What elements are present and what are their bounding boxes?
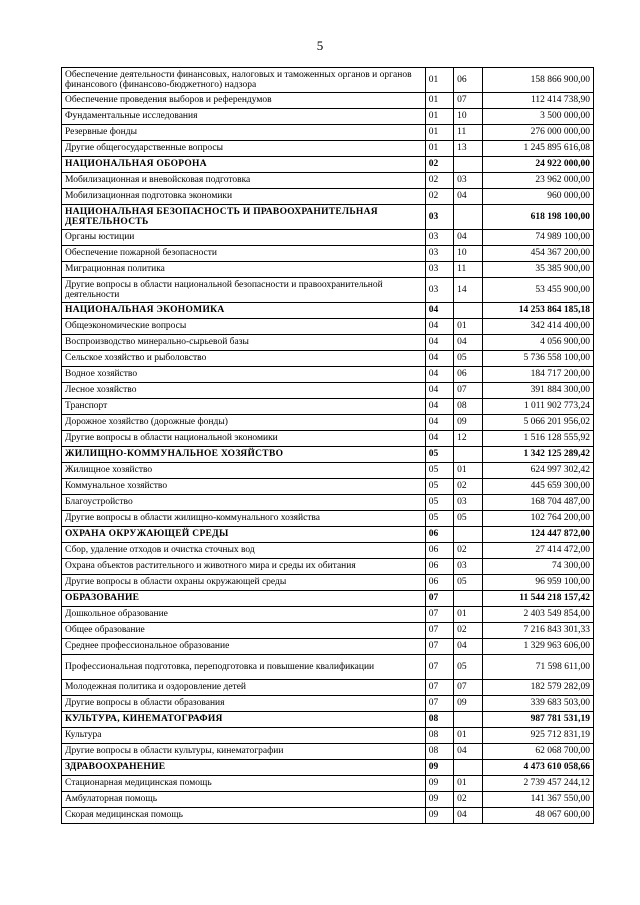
cell-subsection: 05: [454, 575, 482, 591]
cell-subsection: 04: [454, 808, 482, 824]
cell-section: 09: [425, 776, 453, 792]
cell-amount: 168 704 487,00: [482, 495, 594, 511]
section-row: [62, 303, 594, 319]
cell-name: Воспроизводство минерально-сырьевой базы: [62, 335, 426, 351]
cell-name: Сельское хозяйство и рыболовство: [62, 351, 426, 367]
cell-amount: 624 997 302,42: [482, 463, 594, 479]
cell-subsection: 03: [454, 173, 482, 189]
cell-section: 04: [425, 319, 453, 335]
cell-amount: 7 216 843 301,33: [482, 623, 594, 639]
cell-section: 08: [425, 712, 453, 728]
cell-amount: 124 447 872,00: [482, 527, 594, 543]
cell-amount: 102 764 200,00: [482, 511, 594, 527]
cell-subsection: 06: [454, 68, 482, 93]
cell-subsection: 03: [454, 559, 482, 575]
cell-section: 04: [425, 383, 453, 399]
table-row: [62, 575, 594, 591]
cell-name: Другие вопросы в области жилищно-коммунального хозяйства: [62, 511, 426, 527]
table-row: [62, 367, 594, 383]
table-row: [62, 319, 594, 335]
cell-amount: 339 683 503,00: [482, 696, 594, 712]
cell-name: Охрана объектов растительного и животного мира и среды их обитания: [62, 559, 426, 575]
cell-name: Транспорт: [62, 399, 426, 415]
cell-section: 06: [425, 543, 453, 559]
table-row: [62, 543, 594, 559]
cell-subsection: [454, 205, 482, 230]
cell-section: 03: [425, 246, 453, 262]
cell-name: Общее образование: [62, 623, 426, 639]
cell-name: Благоустройство: [62, 495, 426, 511]
cell-subsection: 07: [454, 680, 482, 696]
cell-section: 04: [425, 415, 453, 431]
cell-section: 04: [425, 399, 453, 415]
cell-subsection: 11: [454, 262, 482, 278]
cell-subsection: 02: [454, 543, 482, 559]
cell-name: Среднее профессиональное образование: [62, 639, 426, 655]
table-row: [62, 607, 594, 623]
cell-name: Профессиональная подготовка, переподготовка и повышение квалификации: [62, 655, 426, 680]
table-row: [62, 93, 594, 109]
cell-section: 05: [425, 479, 453, 495]
cell-section: 04: [425, 431, 453, 447]
budget-table-body: [62, 68, 594, 824]
cell-amount: 11 544 218 157,42: [482, 591, 594, 607]
cell-name: Жилищное хозяйство: [62, 463, 426, 479]
cell-subsection: 10: [454, 246, 482, 262]
table-row: [62, 262, 594, 278]
cell-section: 03: [425, 230, 453, 246]
table-row: [62, 189, 594, 205]
cell-name: Другие вопросы в области образования: [62, 696, 426, 712]
cell-subsection: [454, 712, 482, 728]
cell-subsection: 04: [454, 744, 482, 760]
table-row: [62, 415, 594, 431]
cell-subsection: 02: [454, 623, 482, 639]
cell-subsection: 04: [454, 639, 482, 655]
cell-subsection: 01: [454, 607, 482, 623]
cell-amount: 62 068 700,00: [482, 744, 594, 760]
section-row: [62, 447, 594, 463]
cell-name: НАЦИОНАЛЬНАЯ ЭКОНОМИКА: [62, 303, 426, 319]
cell-amount: 1 245 895 616,08: [482, 141, 594, 157]
cell-amount: 53 455 900,00: [482, 278, 594, 303]
table-row: [62, 463, 594, 479]
table-row: [62, 125, 594, 141]
table-row: [62, 230, 594, 246]
cell-amount: 2 403 549 854,00: [482, 607, 594, 623]
cell-amount: 5 066 201 956,02: [482, 415, 594, 431]
cell-amount: 14 253 864 185,18: [482, 303, 594, 319]
table-row: [62, 744, 594, 760]
cell-amount: 960 000,00: [482, 189, 594, 205]
cell-name: Лесное хозяйство: [62, 383, 426, 399]
cell-amount: 24 922 000,00: [482, 157, 594, 173]
cell-name: Другие вопросы в области охраны окружающей среды: [62, 575, 426, 591]
cell-section: 01: [425, 109, 453, 125]
cell-subsection: 12: [454, 431, 482, 447]
cell-section: 09: [425, 792, 453, 808]
cell-name: Фундаментальные исследования: [62, 109, 426, 125]
cell-subsection: 04: [454, 335, 482, 351]
table-row: [62, 495, 594, 511]
cell-name: Сбор, удаление отходов и очистка сточных вод: [62, 543, 426, 559]
cell-amount: 925 712 831,19: [482, 728, 594, 744]
cell-amount: 1 329 963 606,00: [482, 639, 594, 655]
section-row: [62, 157, 594, 173]
cell-name: Скорая медицинская помощь: [62, 808, 426, 824]
cell-amount: 48 067 600,00: [482, 808, 594, 824]
table-row: [62, 246, 594, 262]
cell-name: НАЦИОНАЛЬНАЯ ОБОРОНА: [62, 157, 426, 173]
cell-name: Мобилизационная подготовка экономики: [62, 189, 426, 205]
cell-section: 04: [425, 335, 453, 351]
table-row: [62, 109, 594, 125]
cell-name: Обеспечение пожарной безопасности: [62, 246, 426, 262]
cell-name: Дошкольное образование: [62, 607, 426, 623]
table-row: [62, 655, 594, 680]
cell-amount: 96 959 100,00: [482, 575, 594, 591]
table-row: [62, 623, 594, 639]
cell-amount: 112 414 738,90: [482, 93, 594, 109]
cell-amount: 71 598 611,00: [482, 655, 594, 680]
table-row: [62, 431, 594, 447]
cell-subsection: 05: [454, 351, 482, 367]
cell-amount: 445 659 300,00: [482, 479, 594, 495]
cell-amount: 1 342 125 289,42: [482, 447, 594, 463]
cell-name: Другие вопросы в области культуры, кинематографии: [62, 744, 426, 760]
cell-amount: 987 781 531,19: [482, 712, 594, 728]
cell-name: Органы юстиции: [62, 230, 426, 246]
table-row: [62, 173, 594, 189]
section-row: [62, 591, 594, 607]
cell-subsection: [454, 447, 482, 463]
table-row: [62, 776, 594, 792]
cell-subsection: [454, 591, 482, 607]
cell-subsection: 03: [454, 495, 482, 511]
cell-section: 07: [425, 607, 453, 623]
cell-section: 08: [425, 744, 453, 760]
cell-section: 01: [425, 125, 453, 141]
cell-section: 07: [425, 639, 453, 655]
table-row: [62, 479, 594, 495]
cell-amount: 5 736 558 100,00: [482, 351, 594, 367]
cell-amount: 342 414 400,00: [482, 319, 594, 335]
cell-subsection: [454, 527, 482, 543]
cell-name: Другие общегосударственные вопросы: [62, 141, 426, 157]
cell-name: ЗДРАВООХРАНЕНИЕ: [62, 760, 426, 776]
cell-name: КУЛЬТУРА, КИНЕМАТОГРАФИЯ: [62, 712, 426, 728]
cell-name: Дорожное хозяйство (дорожные фонды): [62, 415, 426, 431]
cell-subsection: 11: [454, 125, 482, 141]
cell-name: Амбулаторная помощь: [62, 792, 426, 808]
cell-name: НАЦИОНАЛЬНАЯ БЕЗОПАСНОСТЬ И ПРАВООХРАНИТЕЛЬНАЯ ДЕЯТЕЛЬНОСТЬ: [62, 205, 426, 230]
cell-subsection: 09: [454, 696, 482, 712]
cell-subsection: 08: [454, 399, 482, 415]
table-row: [62, 680, 594, 696]
cell-name: Миграционная политика: [62, 262, 426, 278]
cell-subsection: 02: [454, 479, 482, 495]
cell-subsection: 05: [454, 511, 482, 527]
cell-subsection: 10: [454, 109, 482, 125]
table-row: [62, 639, 594, 655]
cell-amount: 391 884 300,00: [482, 383, 594, 399]
table-row: [62, 696, 594, 712]
cell-amount: 4 473 610 058,66: [482, 760, 594, 776]
cell-subsection: 09: [454, 415, 482, 431]
cell-section: 04: [425, 303, 453, 319]
table-row: [62, 335, 594, 351]
cell-section: 03: [425, 278, 453, 303]
cell-subsection: 07: [454, 383, 482, 399]
section-row: [62, 205, 594, 230]
cell-name: Водное хозяйство: [62, 367, 426, 383]
cell-amount: 1 516 128 555,92: [482, 431, 594, 447]
cell-section: 09: [425, 760, 453, 776]
cell-subsection: 04: [454, 189, 482, 205]
cell-amount: 1 011 902 773,24: [482, 399, 594, 415]
cell-section: 05: [425, 463, 453, 479]
cell-subsection: 14: [454, 278, 482, 303]
cell-amount: 158 866 900,00: [482, 68, 594, 93]
cell-section: 02: [425, 189, 453, 205]
cell-section: 04: [425, 367, 453, 383]
cell-section: 07: [425, 591, 453, 607]
cell-name: Обеспечение проведения выборов и референдумов: [62, 93, 426, 109]
cell-section: 02: [425, 173, 453, 189]
cell-name: ОХРАНА ОКРУЖАЮЩЕЙ СРЕДЫ: [62, 527, 426, 543]
cell-name: Коммунальное хозяйство: [62, 479, 426, 495]
table-row: [62, 141, 594, 157]
cell-amount: 182 579 282,09: [482, 680, 594, 696]
cell-subsection: [454, 157, 482, 173]
table-row: [62, 351, 594, 367]
table-row: [62, 808, 594, 824]
cell-section: 05: [425, 447, 453, 463]
cell-section: 08: [425, 728, 453, 744]
cell-amount: 23 962 000,00: [482, 173, 594, 189]
cell-name: ЖИЛИЩНО-КОММУНАЛЬНОЕ ХОЗЯЙСТВО: [62, 447, 426, 463]
cell-section: 01: [425, 68, 453, 93]
cell-name: Мобилизационная и вневойсковая подготовка: [62, 173, 426, 189]
cell-section: 06: [425, 575, 453, 591]
cell-subsection: 06: [454, 367, 482, 383]
table-row: [62, 511, 594, 527]
cell-amount: 35 385 900,00: [482, 262, 594, 278]
cell-name: Общеэкономические вопросы: [62, 319, 426, 335]
cell-subsection: [454, 760, 482, 776]
cell-name: Другие вопросы в области национальной безопасности и правоохранительной деятельности: [62, 278, 426, 303]
table-row: [62, 399, 594, 415]
cell-name: Резервные фонды: [62, 125, 426, 141]
cell-subsection: [454, 303, 482, 319]
cell-amount: 454 367 200,00: [482, 246, 594, 262]
cell-name: Другие вопросы в области национальной экономики: [62, 431, 426, 447]
cell-amount: 27 414 472,00: [482, 543, 594, 559]
table-row: [62, 278, 594, 303]
cell-amount: 74 300,00: [482, 559, 594, 575]
cell-section: 07: [425, 680, 453, 696]
cell-name: Обеспечение деятельности финансовых, налоговых и таможенных органов и органов финансового (финансово-бюджетного) надзора: [62, 68, 426, 93]
cell-section: 07: [425, 623, 453, 639]
cell-subsection: 01: [454, 776, 482, 792]
cell-subsection: 01: [454, 463, 482, 479]
table-row: [62, 68, 594, 93]
cell-name: Культура: [62, 728, 426, 744]
table-row: [62, 383, 594, 399]
cell-section: 09: [425, 808, 453, 824]
cell-section: 07: [425, 696, 453, 712]
cell-section: 04: [425, 351, 453, 367]
cell-subsection: 07: [454, 93, 482, 109]
cell-section: 07: [425, 655, 453, 680]
section-row: [62, 527, 594, 543]
cell-section: 01: [425, 141, 453, 157]
cell-subsection: 02: [454, 792, 482, 808]
budget-table: [61, 67, 594, 824]
cell-subsection: 04: [454, 230, 482, 246]
cell-subsection: 01: [454, 728, 482, 744]
cell-section: 06: [425, 559, 453, 575]
cell-amount: 74 989 100,00: [482, 230, 594, 246]
page-number: 5: [316, 38, 324, 53]
cell-subsection: 05: [454, 655, 482, 680]
cell-name: ОБРАЗОВАНИЕ: [62, 591, 426, 607]
cell-amount: 141 367 550,00: [482, 792, 594, 808]
table-row: [62, 559, 594, 575]
cell-name: Стационарная медицинская помощь: [62, 776, 426, 792]
cell-amount: 3 500 000,00: [482, 109, 594, 125]
cell-section: 03: [425, 262, 453, 278]
section-row: [62, 712, 594, 728]
cell-section: 05: [425, 511, 453, 527]
cell-amount: 4 056 900,00: [482, 335, 594, 351]
section-row: [62, 760, 594, 776]
table-row: [62, 728, 594, 744]
table-row: [62, 792, 594, 808]
cell-section: 01: [425, 93, 453, 109]
cell-subsection: 13: [454, 141, 482, 157]
cell-subsection: 01: [454, 319, 482, 335]
cell-name: Молодежная политика и оздоровление детей: [62, 680, 426, 696]
cell-amount: 184 717 200,00: [482, 367, 594, 383]
cell-section: 02: [425, 157, 453, 173]
cell-amount: 2 739 457 244,12: [482, 776, 594, 792]
cell-section: 03: [425, 205, 453, 230]
cell-section: 06: [425, 527, 453, 543]
cell-section: 05: [425, 495, 453, 511]
cell-amount: 276 000 000,00: [482, 125, 594, 141]
cell-amount: 618 198 100,00: [482, 205, 594, 230]
